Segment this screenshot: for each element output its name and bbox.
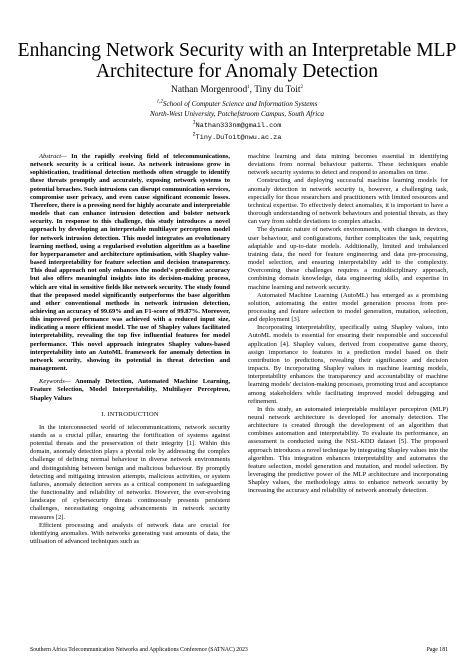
abstract-label: Abstract— (39, 153, 67, 160)
right-column (248, 153, 448, 496)
paragraph: In this study, an automated interpretable multilayer perceptron (MLP) neural network architecture is developed for anomaly detection. The architecture is created through the development of an algorithm that combines automation and interpretability. To evaluate its performance, an assessment is conducted using the NSL-KDD dataset [5]. The proposed approach introduces a novel technique by integrating Shapley values into the algorithm. This integration enhances interpretability and automates the feature selection, model generation and mutation, and model selection. By leveraging the predictive power of the MLP architecture and incorporating Shapley values, the methodology aims to enhance network security by increasing the accuracy and reliability of network anomaly detection. (248, 405, 448, 495)
email-2: $^2$Tiny.DuToit@nwu.ac.za (192, 131, 282, 142)
paragraph: In the interconnected world of telecommunications, network security stands as a crucial pillar, ensuring the fortification of systems against potential threats and the preservation of their integrity [1]. Within this domain, anomaly detection plays a pivotal role by addressing the complex challenge of defining normal behaviour in diverse network environments and distinguishing between benign and malicious behaviour. By promptly detecting and mitigating intrusion attempts, malicious activities, or system failures, anomaly detection serves as a critical component in safeguarding the functionality and reliability of networks. However, the ever-evolving landscape of cybersecurity threats continuously presents persistent challenges, necessitating ongoing advancements in network security measures [2]. (30, 423, 230, 521)
footer-conference: Southern Africa Telecommunication Networks and Applications Conference (SATNAC) 2023 (30, 647, 248, 653)
paragraph: Automated Machine Learning (AutoML) has emerged as a promising solution, automating the entire model generation process from pre-processing and feature selection to model generation, mutation, selection, and deployment [3]. (248, 291, 448, 324)
paragraph: Constructing and deploying successful machine learning models for anomaly detection in network security is, however, a challenging task, especially for those researchers and practitioners with limited resources and technical expertise. To effectively detect anomalies, it is important to have a thorough understanding of network behaviours and potential threats, as they can vary from subtle deviations to complex attacks. (248, 177, 448, 226)
email-1: $^1$Nathan333nm@gmail.com (192, 119, 282, 130)
paragraph: The dynamic nature of network environments, with changes in devices, user behaviour, and configurations, further complicates the task, requiring adaptable and up-to-date models. Additionally, limited and imbalanced training data, the need for feature engineering and data pre-processing, model selection, and ensuring interpretability add to the complexity. Overcoming these challenges requires a multidisciplinary approach, combining domain knowledge, data engineering skills, and expertise in machine learning and network security. (248, 226, 448, 291)
title-line-1: Enhancing Network Security with an Interpretable MLP (17, 40, 457, 61)
author-1-sup: 1 (247, 84, 250, 90)
keywords-text: Anomaly Detection, Automated Machine Learning, Feature Selection, Model Interpretability, Multilayer Perceptron, Shapley Values (30, 378, 230, 402)
left-column (30, 153, 230, 546)
page-footer (30, 647, 448, 653)
author-1: Nathan Morgenrood (171, 85, 248, 95)
section-heading-introduction: I. INTRODUCTION (101, 410, 159, 418)
affiliation-line-2: North-West University, Potchefstroom Campus, South Africa (149, 110, 325, 118)
author-list (0, 85, 474, 95)
abstract (30, 153, 230, 373)
affiliation-line-1: $^{1,2}$School of Computer Science and Information Systems (156, 99, 318, 108)
author-2-sup: 2 (300, 84, 303, 90)
footer-page-number: Page 181 (426, 647, 448, 653)
author-separator: , Tiny du Toit (249, 85, 301, 95)
paragraph: machine learning and data mining becomes essential in identifying deviations from normal behaviour patterns. These techniques enable network security systems to detect and respond to anomalies on time. (248, 153, 448, 177)
affiliation-sup: 1,2 (156, 99, 163, 105)
keywords (30, 378, 230, 402)
paragraph: Incorporating interpretability, specifically using Shapley values, into AutoML models is essential for ensuring their responsible and successful application [4]. Shapley values, derived from cooperative game theory, assign importance to features in a prediction model based on their contribution to predictions, revealing their significance and decision impacts. By incorporating Shapley values in machine learning models, interpretability enhances the transparency and accountability of machine learning models' decision-making processes, promoting trust and acceptance among stakeholders while facilitating improved model debugging and refinement. (248, 324, 448, 405)
paper-title (0, 40, 474, 82)
keywords-label: Keywords— (39, 378, 71, 386)
abstract-text: In the rapidly evolving field of telecommunications, network security is a critical issue. As network intrusions grow in sophistication, traditional detection methods often struggle to identify these threats promptly and accurately, exposing network systems to potential breaches. Such intrusions can disrupt communication services, compromise user privacy, and even cause significant economic losses. Therefore, there is a pressing need for highly accurate and interpretable models that can enhance intrusion detection and bolster network security. In response to this challenge, this study introduces a novel approach by developing an interpretable multilayer perceptron model for network intrusion detection. This model integrates an evolutionary learning method, using a regularised evolution algorithm as a baseline for hyperparameter and architecture optimisation, with Shapley value-based interpretability for feature selection and decision transparency. This dual approach not only enhances the model's predictive accuracy but also offers meaningful insights into its decision-making process, which are vital in sensitive fields like network security. The study found that the proposed model significantly outperforms the base algorithm and other conventional methods in network intrusion detection, achieving an accuracy of 99.69% and an F1-score of 99.87%. Moreover, this improved performance was achieved with a reduced input size, indicating a more efficient model. The use of Shapley values facilitated interpretability, revealing the top five influential features for model performance. This novel approach integrates Shapley values-based interpretability into an AutoML framework for anomaly detection in network security, showing its potential in threat detection and management. (30, 153, 230, 373)
title-line-2: Architecture for Anomaly Detection (95, 61, 379, 82)
paragraph: Efficient processing and analysis of network data are crucial for identifying anomalies. With networks generating vast amounts of data, the utilisation of advanced techniques such as (30, 521, 230, 546)
